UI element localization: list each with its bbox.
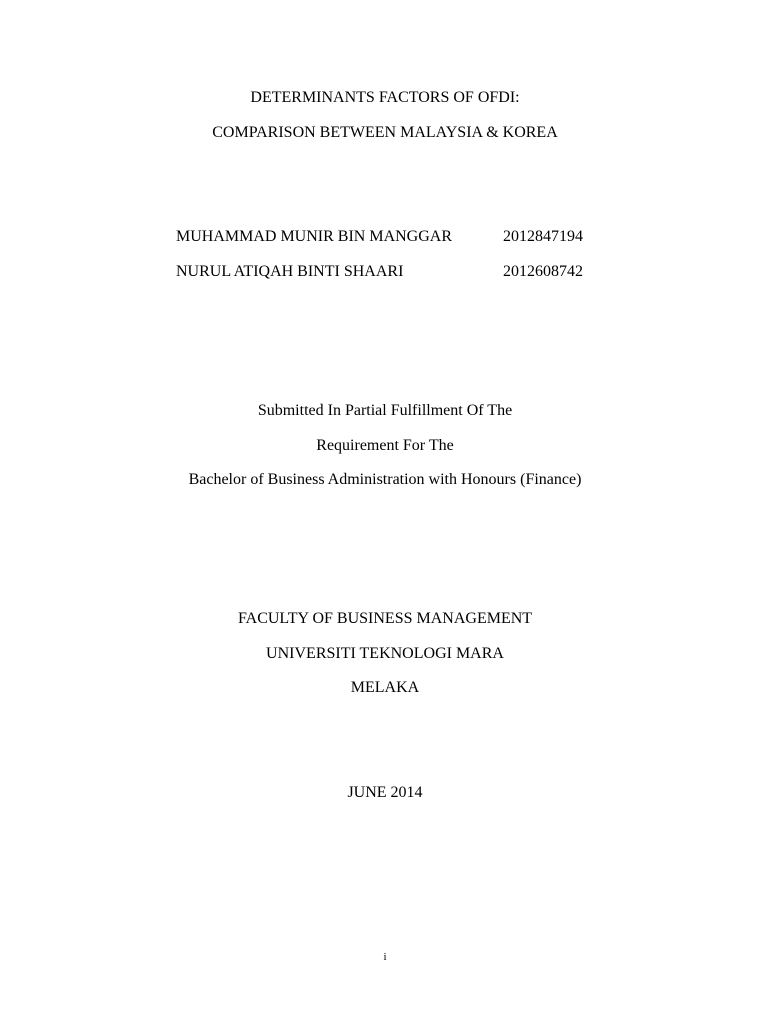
degree-name: Bachelor of Business Administration with Honours (Finance) — [188, 471, 582, 488]
author-name: NURUL ATIQAH BINTI SHAARI — [176, 263, 404, 280]
author-student-id: 2012608742 — [503, 263, 583, 280]
faculty-name: FACULTY OF BUSINESS MANAGEMENT — [237, 610, 533, 627]
author-student-id: 2012847194 — [503, 228, 583, 245]
university-name: UNIVERSITI TEKNOLOGI MARA — [266, 645, 504, 662]
thesis-title-line-1: DETERMINANTS FACTORS OF OFDI: — [250, 89, 520, 106]
submission-date: JUNE 2014 — [347, 784, 423, 801]
page-number: i — [383, 951, 387, 963]
submission-statement-line-2: Requirement For The — [316, 437, 454, 454]
thesis-title-line-2: COMPARISON BETWEEN MALAYSIA & KOREA — [212, 124, 558, 141]
campus-name: MELAKA — [350, 679, 420, 696]
submission-statement-line-1: Submitted In Partial Fulfillment Of The — [257, 402, 513, 419]
author-name: MUHAMMAD MUNIR BIN MANGGAR — [176, 228, 453, 245]
